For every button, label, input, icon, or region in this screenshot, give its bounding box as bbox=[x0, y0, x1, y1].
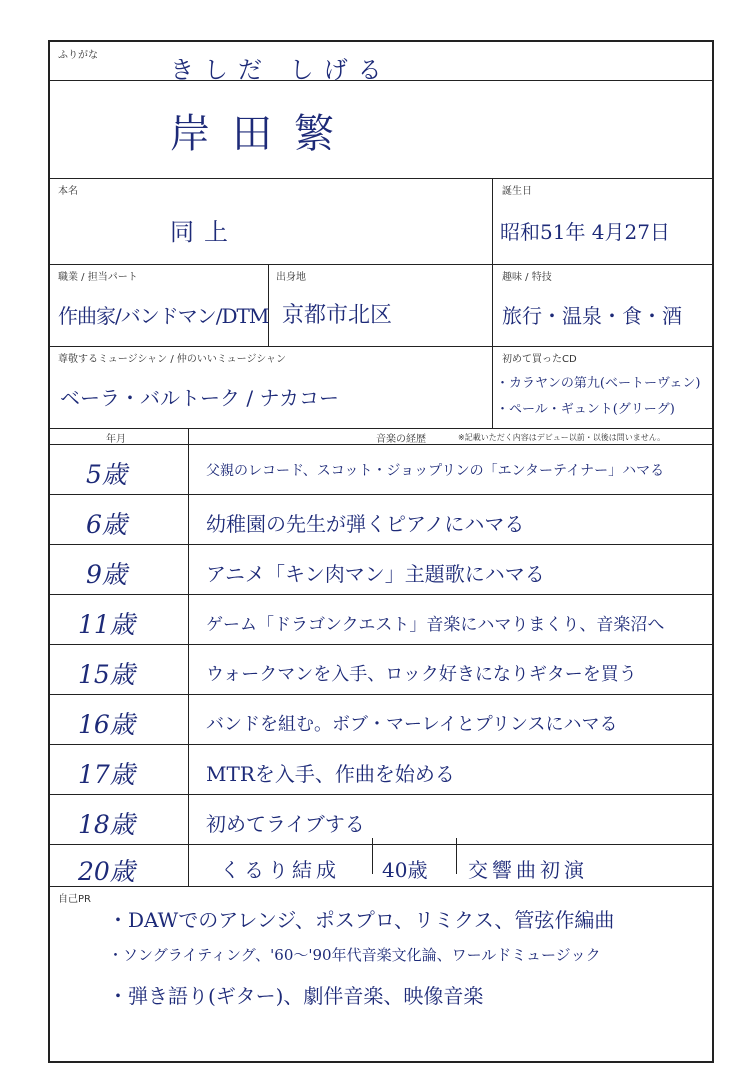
history-text: 幼稚園の先生が弾くピアノにハマる bbox=[206, 512, 525, 536]
handwritten-stroke bbox=[372, 838, 373, 874]
occupation-value: 作曲家/バンドマン/DTM bbox=[58, 304, 269, 328]
history-text: くるり結成 bbox=[220, 858, 340, 882]
year-month-label: 年月 bbox=[106, 434, 126, 445]
birthplace-value: 京都市北区 bbox=[282, 303, 393, 328]
divider bbox=[50, 694, 712, 695]
divider bbox=[50, 346, 712, 347]
history-age: 6歳 bbox=[86, 510, 127, 539]
history-text: バンドを組む。ボブ・マーレイとプリンスにハマる bbox=[206, 714, 618, 735]
handwritten-stroke bbox=[456, 838, 457, 874]
divider bbox=[50, 644, 712, 645]
divider bbox=[50, 594, 712, 595]
furigana-value: きしだ しげる bbox=[170, 56, 392, 84]
divider bbox=[50, 428, 712, 429]
history-age: 5歳 bbox=[86, 460, 127, 489]
respected-value: ベーラ・バルトーク / ナカコー bbox=[60, 386, 340, 410]
name-value: 岸田繁 bbox=[170, 111, 356, 157]
history-text: ゲーム「ドラゴンクエスト」音楽にハマりまくり、音楽沼へ bbox=[206, 615, 665, 635]
history-text: ウォークマンを入手、ロック好きになりギターを買う bbox=[206, 664, 637, 685]
history-age: 17歳 bbox=[78, 760, 135, 789]
birthday-label: 誕生日 bbox=[502, 186, 532, 197]
real-name-label: 本名 bbox=[58, 186, 78, 197]
birthday-value: 昭和51年 4月27日 bbox=[500, 220, 670, 244]
first-cd-line-1: ・カラヤンの第九(ベートーヴェン) bbox=[496, 376, 701, 391]
history-text-3: 交響曲初演 bbox=[468, 858, 588, 882]
divider bbox=[50, 794, 712, 795]
history-label: 音楽の経歴 bbox=[376, 434, 426, 445]
self-pr-label: 自己PR bbox=[58, 894, 91, 905]
history-age: 20歳 bbox=[78, 857, 135, 886]
profile-form bbox=[48, 40, 714, 1063]
self-pr-line: ・弾き語り(ギター)、劇伴音楽、映像音楽 bbox=[108, 984, 484, 1008]
history-age: 18歳 bbox=[78, 810, 135, 839]
history-note: ※記載いただく内容はデビュー以前・以後は問いません。 bbox=[458, 433, 666, 442]
divider bbox=[50, 886, 712, 887]
divider bbox=[188, 428, 189, 886]
divider bbox=[50, 264, 712, 265]
divider bbox=[50, 178, 712, 179]
history-age: 16歳 bbox=[78, 710, 135, 739]
birthplace-label: 出身地 bbox=[276, 272, 306, 283]
divider bbox=[50, 544, 712, 545]
divider bbox=[50, 844, 712, 845]
history-text: アニメ「キン肉マン」主題歌にハマる bbox=[206, 562, 545, 586]
respected-label: 尊敬するミュージシャン / 仲のいいミュージシャン bbox=[58, 354, 287, 365]
history-text-2: 40歳 bbox=[382, 858, 428, 882]
furigana-label: ふりがな bbox=[58, 50, 98, 61]
history-text: 初めてライブする bbox=[206, 812, 365, 836]
hobby-label: 趣味 / 特技 bbox=[502, 272, 552, 283]
history-age: 9歳 bbox=[86, 560, 127, 589]
real-name-value: 同上 bbox=[170, 218, 238, 246]
first-cd-label: 初めて買ったCD bbox=[502, 354, 577, 365]
occupation-label: 職業 / 担当パート bbox=[58, 272, 138, 283]
history-text: MTRを入手、作曲を始める bbox=[206, 762, 455, 786]
self-pr-line: ・ソングライティング、'60〜'90年代音楽文化論、ワールドミュージック bbox=[108, 946, 601, 964]
history-age: 11歳 bbox=[78, 610, 135, 639]
history-text: 父親のレコード、スコット・ジョップリンの「エンターテイナー」ハマる bbox=[206, 463, 665, 479]
history-age: 15歳 bbox=[78, 660, 135, 689]
self-pr-line: ・DAWでのアレンジ、ポスプロ、リミクス、管弦作編曲 bbox=[108, 908, 615, 932]
divider bbox=[50, 744, 712, 745]
hobby-value: 旅行・温泉・食・酒 bbox=[502, 304, 682, 328]
divider bbox=[492, 178, 493, 428]
first-cd-line-2: ・ペール・ギュント(グリーグ) bbox=[496, 402, 675, 417]
divider bbox=[50, 494, 712, 495]
